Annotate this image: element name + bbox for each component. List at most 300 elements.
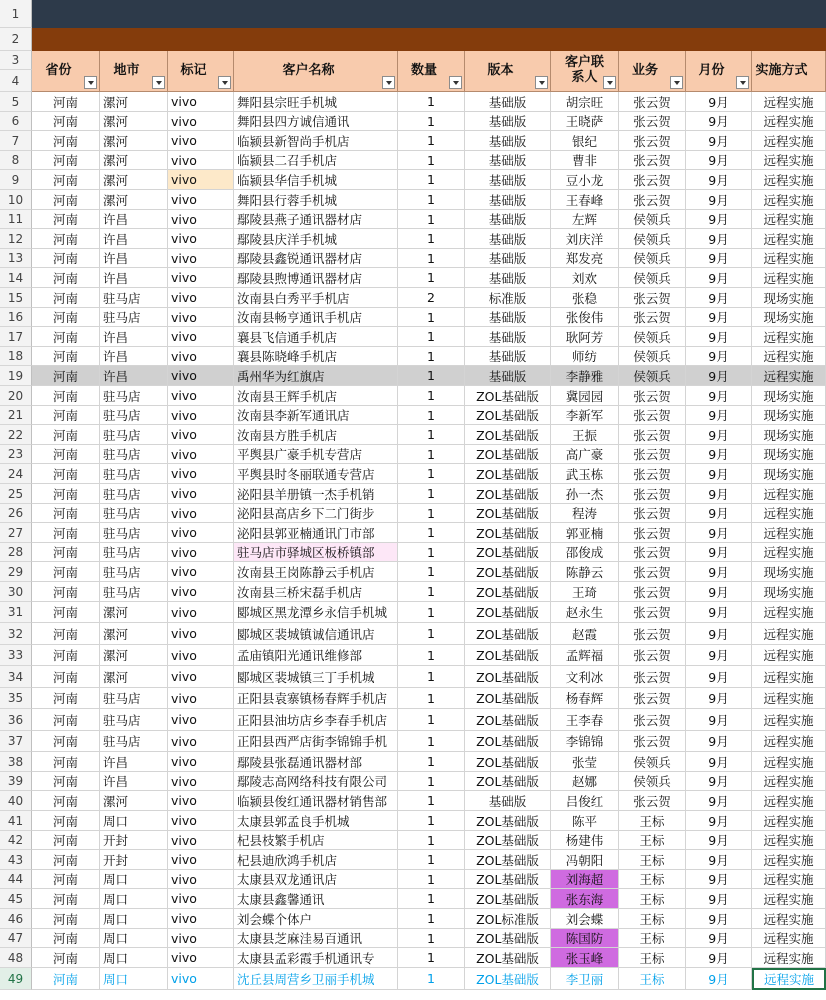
cell-city[interactable]: 漯河: [100, 170, 168, 190]
cell-city[interactable]: 驻马店: [100, 484, 168, 504]
cell-contact[interactable]: 王琦: [551, 582, 619, 602]
cell-implementation[interactable]: 远程实施: [752, 112, 826, 131]
cell-quantity[interactable]: 1: [398, 406, 465, 425]
cell-quantity[interactable]: 1: [398, 889, 465, 909]
cell-customer-name[interactable]: 郾城区裴城镇诚信通讯店: [234, 623, 398, 645]
cell-month[interactable]: 9月: [686, 504, 752, 523]
cell-city[interactable]: 驻马店: [100, 688, 168, 709]
cell-implementation[interactable]: 现场实施: [752, 308, 826, 327]
cell-customer-name[interactable]: 汝南县李新军通讯店: [234, 406, 398, 425]
cell-province[interactable]: 河南: [32, 210, 100, 229]
cell-contact[interactable]: 武玉栋: [551, 464, 619, 484]
cell-contact[interactable]: 孟辉福: [551, 645, 619, 666]
cell-implementation[interactable]: 远程实施: [752, 889, 826, 909]
cell-business[interactable]: 王标: [619, 870, 686, 889]
cell-quantity[interactable]: 1: [398, 249, 465, 268]
header-customer-name[interactable]: [234, 51, 398, 92]
cell-quantity[interactable]: 1: [398, 425, 465, 445]
cell-customer-name[interactable]: 沈丘县周营乡卫丽手机城: [234, 968, 398, 990]
cell-implementation[interactable]: 现场实施: [752, 582, 826, 602]
cell-city[interactable]: 许昌: [100, 268, 168, 288]
cell-province[interactable]: 河南: [32, 582, 100, 602]
cell-quantity[interactable]: 1: [398, 602, 465, 623]
cell-business[interactable]: 张云贺: [619, 190, 686, 210]
cell-version[interactable]: ZOL基础版: [465, 425, 551, 445]
cell-business[interactable]: 张云贺: [619, 688, 686, 709]
cell-month[interactable]: 9月: [686, 229, 752, 249]
cell-city[interactable]: 开封: [100, 831, 168, 850]
cell-city[interactable]: 漯河: [100, 645, 168, 666]
cell-province[interactable]: 河南: [32, 772, 100, 791]
cell-province[interactable]: 河南: [32, 464, 100, 484]
cell-business[interactable]: 侯领兵: [619, 268, 686, 288]
cell-customer-name[interactable]: 鄢陵县张磊通讯器材部: [234, 752, 398, 772]
cell-quantity[interactable]: 1: [398, 386, 465, 406]
cell-province[interactable]: 河南: [32, 308, 100, 327]
cell-implementation[interactable]: 远程实施: [752, 92, 826, 112]
cell-contact[interactable]: 刘会蝶: [551, 909, 619, 929]
cell-month[interactable]: 9月: [686, 688, 752, 709]
cell-city[interactable]: 许昌: [100, 229, 168, 249]
cell-implementation[interactable]: 远程实施: [752, 151, 826, 170]
cell-business[interactable]: 张云贺: [619, 170, 686, 190]
cell-version[interactable]: 基础版: [465, 308, 551, 327]
cell-business[interactable]: 张云贺: [619, 731, 686, 752]
cell-tag[interactable]: vivo: [168, 112, 234, 131]
cell-version[interactable]: ZOL基础版: [465, 445, 551, 464]
cell-quantity[interactable]: 1: [398, 131, 465, 151]
cell-implementation[interactable]: 现场实施: [752, 562, 826, 582]
cell-version[interactable]: ZOL基础版: [465, 870, 551, 889]
cell-business[interactable]: 张云贺: [619, 623, 686, 645]
cell-version[interactable]: 基础版: [465, 229, 551, 249]
row-header[interactable]: 38: [0, 752, 32, 772]
title-band[interactable]: [32, 0, 826, 28]
row-header[interactable]: 29: [0, 562, 32, 582]
row-header[interactable]: 3: [0, 51, 32, 70]
row-header[interactable]: 4: [0, 70, 32, 92]
filter-dropdown-icon[interactable]: [535, 76, 548, 89]
cell-province[interactable]: 河南: [32, 543, 100, 562]
cell-quantity[interactable]: 1: [398, 484, 465, 504]
cell-contact[interactable]: 郑发亮: [551, 249, 619, 268]
row-header[interactable]: 33: [0, 645, 32, 666]
cell-implementation[interactable]: 远程实施: [752, 948, 826, 968]
cell-tag[interactable]: vivo: [168, 602, 234, 623]
cell-province[interactable]: 河南: [32, 327, 100, 347]
cell-implementation[interactable]: 远程实施: [752, 190, 826, 210]
cell-city[interactable]: 周口: [100, 811, 168, 831]
cell-contact[interactable]: 张莹: [551, 752, 619, 772]
cell-month[interactable]: 9月: [686, 170, 752, 190]
cell-contact[interactable]: 李卫丽: [551, 968, 619, 990]
cell-month[interactable]: 9月: [686, 645, 752, 666]
header-quantity[interactable]: [398, 51, 465, 92]
cell-business[interactable]: 侯领兵: [619, 327, 686, 347]
cell-business[interactable]: 张云贺: [619, 425, 686, 445]
row-header[interactable]: 7: [0, 131, 32, 151]
cell-month[interactable]: 9月: [686, 131, 752, 151]
cell-month[interactable]: 9月: [686, 731, 752, 752]
cell-version[interactable]: 基础版: [465, 190, 551, 210]
cell-version[interactable]: ZOL标准版: [465, 909, 551, 929]
cell-customer-name[interactable]: 正阳县袁寨镇杨春辉手机店: [234, 688, 398, 709]
cell-contact[interactable]: 李新军: [551, 406, 619, 425]
cell-contact[interactable]: 豆小龙: [551, 170, 619, 190]
cell-month[interactable]: 9月: [686, 112, 752, 131]
cell-tag[interactable]: vivo: [168, 366, 234, 386]
cell-tag[interactable]: vivo: [168, 523, 234, 543]
cell-contact[interactable]: 王春峰: [551, 190, 619, 210]
cell-business[interactable]: 张云贺: [619, 562, 686, 582]
row-header[interactable]: 43: [0, 850, 32, 870]
cell-month[interactable]: 9月: [686, 210, 752, 229]
cell-business[interactable]: 张云贺: [619, 645, 686, 666]
cell-quantity[interactable]: 1: [398, 666, 465, 688]
cell-version[interactable]: ZOL基础版: [465, 688, 551, 709]
cell-implementation[interactable]: 现场实施: [752, 425, 826, 445]
row-header[interactable]: 36: [0, 709, 32, 731]
cell-province[interactable]: 河南: [32, 425, 100, 445]
row-header[interactable]: 49: [0, 968, 32, 990]
cell-customer-name[interactable]: 鄢陵县煦博通讯器材店: [234, 268, 398, 288]
cell-version[interactable]: ZOL基础版: [465, 386, 551, 406]
cell-province[interactable]: 河南: [32, 386, 100, 406]
cell-tag[interactable]: vivo: [168, 210, 234, 229]
cell-implementation[interactable]: 现场实施: [752, 406, 826, 425]
cell-customer-name[interactable]: 泌阳县高店乡下二门街步: [234, 504, 398, 523]
cell-customer-name[interactable]: 郾城区裴城镇三丁手机城: [234, 666, 398, 688]
cell-month[interactable]: 9月: [686, 831, 752, 850]
cell-contact[interactable]: 程涛: [551, 504, 619, 523]
cell-quantity[interactable]: 1: [398, 210, 465, 229]
cell-contact[interactable]: 赵永生: [551, 602, 619, 623]
row-header[interactable]: 28: [0, 543, 32, 562]
cell-customer-name[interactable]: 舞阳县宗旺手机城: [234, 92, 398, 112]
cell-business[interactable]: 张云贺: [619, 464, 686, 484]
cell-month[interactable]: 9月: [686, 752, 752, 772]
cell-quantity[interactable]: 1: [398, 347, 465, 366]
cell-customer-name[interactable]: 舞阳县行蓉手机城: [234, 190, 398, 210]
cell-contact[interactable]: 邵俊成: [551, 543, 619, 562]
cell-city[interactable]: 驻马店: [100, 464, 168, 484]
cell-business[interactable]: 张云贺: [619, 791, 686, 811]
filter-dropdown-icon[interactable]: [736, 76, 749, 89]
cell-contact[interactable]: 银纪: [551, 131, 619, 151]
cell-version[interactable]: ZOL基础版: [465, 929, 551, 948]
cell-business[interactable]: 侯领兵: [619, 210, 686, 229]
cell-business[interactable]: 张云贺: [619, 151, 686, 170]
cell-tag[interactable]: vivo: [168, 791, 234, 811]
cell-implementation[interactable]: 远程实施: [752, 249, 826, 268]
cell-quantity[interactable]: 1: [398, 752, 465, 772]
cell-province[interactable]: 河南: [32, 791, 100, 811]
cell-city[interactable]: 漯河: [100, 602, 168, 623]
cell-city[interactable]: 驻马店: [100, 288, 168, 308]
row-header[interactable]: 11: [0, 210, 32, 229]
row-header[interactable]: 26: [0, 504, 32, 523]
cell-business[interactable]: 王标: [619, 948, 686, 968]
cell-customer-name[interactable]: 汝南县方胜手机店: [234, 425, 398, 445]
cell-province[interactable]: 河南: [32, 366, 100, 386]
cell-version[interactable]: ZOL基础版: [465, 889, 551, 909]
cell-implementation[interactable]: 远程实施: [752, 688, 826, 709]
cell-quantity[interactable]: 1: [398, 366, 465, 386]
cell-implementation[interactable]: 远程实施: [752, 229, 826, 249]
cell-month[interactable]: 9月: [686, 268, 752, 288]
cell-business[interactable]: 王标: [619, 831, 686, 850]
row-header[interactable]: 46: [0, 909, 32, 929]
cell-version[interactable]: ZOL基础版: [465, 406, 551, 425]
cell-tag[interactable]: vivo: [168, 929, 234, 948]
cell-city[interactable]: 周口: [100, 948, 168, 968]
cell-month[interactable]: 9月: [686, 929, 752, 948]
header-business[interactable]: [619, 51, 686, 92]
cell-contact[interactable]: 赵霞: [551, 623, 619, 645]
header-city[interactable]: [100, 51, 168, 92]
cell-quantity[interactable]: 1: [398, 445, 465, 464]
cell-quantity[interactable]: 1: [398, 688, 465, 709]
cell-version[interactable]: ZOL基础版: [465, 666, 551, 688]
cell-city[interactable]: 驻马店: [100, 709, 168, 731]
cell-implementation[interactable]: 远程实施: [752, 523, 826, 543]
cell-customer-name[interactable]: 襄县陈晓峰手机店: [234, 347, 398, 366]
cell-province[interactable]: 河南: [32, 229, 100, 249]
cell-city[interactable]: 漯河: [100, 623, 168, 645]
cell-contact[interactable]: 杨建伟: [551, 831, 619, 850]
cell-city[interactable]: 漯河: [100, 112, 168, 131]
cell-tag[interactable]: vivo: [168, 170, 234, 190]
cell-customer-name[interactable]: 杞县枝繁手机店: [234, 831, 398, 850]
cell-business[interactable]: 王标: [619, 889, 686, 909]
cell-implementation[interactable]: 远程实施: [752, 850, 826, 870]
cell-quantity[interactable]: 1: [398, 791, 465, 811]
cell-quantity[interactable]: 1: [398, 811, 465, 831]
cell-implementation[interactable]: 现场实施: [752, 445, 826, 464]
cell-city[interactable]: 漯河: [100, 131, 168, 151]
cell-business[interactable]: 张云贺: [619, 666, 686, 688]
cell-implementation[interactable]: 远程实施: [752, 811, 826, 831]
row-header[interactable]: 10: [0, 190, 32, 210]
cell-tag[interactable]: vivo: [168, 889, 234, 909]
cell-tag[interactable]: vivo: [168, 445, 234, 464]
cell-tag[interactable]: vivo: [168, 151, 234, 170]
cell-city[interactable]: 许昌: [100, 327, 168, 347]
cell-province[interactable]: 河南: [32, 831, 100, 850]
cell-contact[interactable]: 师纺: [551, 347, 619, 366]
cell-tag[interactable]: vivo: [168, 968, 234, 990]
cell-month[interactable]: 9月: [686, 582, 752, 602]
cell-contact[interactable]: 左辉: [551, 210, 619, 229]
cell-city[interactable]: 驻马店: [100, 406, 168, 425]
cell-contact[interactable]: 李锦锦: [551, 731, 619, 752]
row-header[interactable]: 20: [0, 386, 32, 406]
cell-province[interactable]: 河南: [32, 666, 100, 688]
cell-customer-name[interactable]: 太康县双龙通讯店: [234, 870, 398, 889]
cell-province[interactable]: 河南: [32, 602, 100, 623]
row-header[interactable]: 15: [0, 288, 32, 308]
cell-tag[interactable]: vivo: [168, 347, 234, 366]
cell-province[interactable]: 河南: [32, 504, 100, 523]
header-tag[interactable]: [168, 51, 234, 92]
cell-city[interactable]: 许昌: [100, 210, 168, 229]
cell-customer-name[interactable]: 太康县孟彩霞手机通讯专: [234, 948, 398, 968]
cell-implementation[interactable]: 远程实施: [752, 870, 826, 889]
header-month[interactable]: [686, 51, 752, 92]
row-header[interactable]: 34: [0, 666, 32, 688]
cell-tag[interactable]: vivo: [168, 688, 234, 709]
cell-customer-name[interactable]: 太康县郭孟良手机城: [234, 811, 398, 831]
cell-tag[interactable]: vivo: [168, 831, 234, 850]
cell-city[interactable]: 开封: [100, 850, 168, 870]
cell-province[interactable]: 河南: [32, 445, 100, 464]
row-header[interactable]: 8: [0, 151, 32, 170]
row-header[interactable]: 17: [0, 327, 32, 347]
cell-city[interactable]: 许昌: [100, 249, 168, 268]
cell-version[interactable]: ZOL基础版: [465, 623, 551, 645]
cell-month[interactable]: 9月: [686, 406, 752, 425]
cell-version[interactable]: ZOL基础版: [465, 948, 551, 968]
cell-quantity[interactable]: 1: [398, 170, 465, 190]
cell-business[interactable]: 王标: [619, 929, 686, 948]
cell-implementation[interactable]: 现场实施: [752, 288, 826, 308]
row-header[interactable]: 48: [0, 948, 32, 968]
cell-tag[interactable]: vivo: [168, 504, 234, 523]
cell-customer-name[interactable]: 泌阳县郭亚楠通讯门市部: [234, 523, 398, 543]
cell-version[interactable]: 基础版: [465, 92, 551, 112]
cell-implementation[interactable]: 远程实施: [752, 210, 826, 229]
cell-month[interactable]: 9月: [686, 623, 752, 645]
cell-month[interactable]: 9月: [686, 327, 752, 347]
cell-version[interactable]: 基础版: [465, 347, 551, 366]
cell-implementation[interactable]: 远程实施: [752, 772, 826, 791]
cell-city[interactable]: 周口: [100, 870, 168, 889]
cell-business[interactable]: 张云贺: [619, 112, 686, 131]
cell-city[interactable]: 驻马店: [100, 731, 168, 752]
cell-version[interactable]: ZOL基础版: [465, 731, 551, 752]
cell-version[interactable]: ZOL基础版: [465, 772, 551, 791]
row-header[interactable]: 39: [0, 772, 32, 791]
cell-implementation[interactable]: 远程实施: [752, 731, 826, 752]
cell-tag[interactable]: vivo: [168, 464, 234, 484]
cell-implementation[interactable]: 现场实施: [752, 386, 826, 406]
cell-business[interactable]: 张云贺: [619, 445, 686, 464]
cell-contact[interactable]: 陈平: [551, 811, 619, 831]
filter-dropdown-icon[interactable]: [382, 76, 395, 89]
cell-business[interactable]: 侯领兵: [619, 366, 686, 386]
cell-city[interactable]: 周口: [100, 909, 168, 929]
cell-tag[interactable]: vivo: [168, 386, 234, 406]
cell-city[interactable]: 驻马店: [100, 504, 168, 523]
cell-contact[interactable]: 胡宗旺: [551, 92, 619, 112]
cell-province[interactable]: 河南: [32, 562, 100, 582]
row-header[interactable]: 25: [0, 484, 32, 504]
cell-province[interactable]: 河南: [32, 151, 100, 170]
cell-quantity[interactable]: 1: [398, 268, 465, 288]
filter-dropdown-icon[interactable]: [449, 76, 462, 89]
cell-province[interactable]: 河南: [32, 889, 100, 909]
row-header[interactable]: 6: [0, 112, 32, 131]
cell-contact[interactable]: 郭亚楠: [551, 523, 619, 543]
cell-province[interactable]: 河南: [32, 968, 100, 990]
header-implementation[interactable]: [752, 51, 826, 92]
cell-tag[interactable]: vivo: [168, 92, 234, 112]
cell-contact[interactable]: 曹非: [551, 151, 619, 170]
cell-city[interactable]: 漯河: [100, 151, 168, 170]
cell-city[interactable]: 周口: [100, 929, 168, 948]
row-header[interactable]: 31: [0, 602, 32, 623]
cell-business[interactable]: 张云贺: [619, 406, 686, 425]
row-header[interactable]: 1: [0, 0, 32, 28]
cell-city[interactable]: 许昌: [100, 752, 168, 772]
cell-contact[interactable]: 赵娜: [551, 772, 619, 791]
cell-month[interactable]: 9月: [686, 709, 752, 731]
cell-contact[interactable]: 张东海: [551, 889, 619, 909]
cell-tag[interactable]: vivo: [168, 582, 234, 602]
cell-tag[interactable]: vivo: [168, 425, 234, 445]
cell-city[interactable]: 驻马店: [100, 386, 168, 406]
cell-province[interactable]: 河南: [32, 484, 100, 504]
cell-quantity[interactable]: 1: [398, 731, 465, 752]
cell-month[interactable]: 9月: [686, 543, 752, 562]
cell-version[interactable]: ZOL基础版: [465, 543, 551, 562]
cell-tag[interactable]: vivo: [168, 752, 234, 772]
cell-city[interactable]: 周口: [100, 889, 168, 909]
cell-implementation[interactable]: 远程实施: [752, 170, 826, 190]
cell-month[interactable]: 9月: [686, 968, 752, 990]
row-header[interactable]: 22: [0, 425, 32, 445]
row-header[interactable]: 45: [0, 889, 32, 909]
cell-tag[interactable]: vivo: [168, 229, 234, 249]
cell-tag[interactable]: vivo: [168, 811, 234, 831]
cell-business[interactable]: 张云贺: [619, 602, 686, 623]
cell-business[interactable]: 张云贺: [619, 582, 686, 602]
cell-contact[interactable]: 文利冰: [551, 666, 619, 688]
cell-month[interactable]: 9月: [686, 523, 752, 543]
cell-province[interactable]: 河南: [32, 688, 100, 709]
cell-quantity[interactable]: 1: [398, 909, 465, 929]
cell-business[interactable]: 张云贺: [619, 504, 686, 523]
cell-province[interactable]: 河南: [32, 870, 100, 889]
cell-implementation[interactable]: 远程实施: [752, 623, 826, 645]
row-header[interactable]: 12: [0, 229, 32, 249]
cell-version[interactable]: ZOL基础版: [465, 709, 551, 731]
filter-dropdown-icon[interactable]: [152, 76, 165, 89]
row-header[interactable]: 13: [0, 249, 32, 268]
cell-business[interactable]: 张云贺: [619, 288, 686, 308]
cell-version[interactable]: 基础版: [465, 249, 551, 268]
cell-city[interactable]: 漯河: [100, 666, 168, 688]
row-header[interactable]: 41: [0, 811, 32, 831]
cell-tag[interactable]: vivo: [168, 562, 234, 582]
cell-province[interactable]: 河南: [32, 811, 100, 831]
cell-business[interactable]: 张云贺: [619, 543, 686, 562]
cell-business[interactable]: 侯领兵: [619, 347, 686, 366]
cell-city[interactable]: 许昌: [100, 366, 168, 386]
cell-implementation[interactable]: 现场实施: [752, 464, 826, 484]
cell-customer-name[interactable]: 正阳县西严店街李锦锦手机: [234, 731, 398, 752]
cell-tag[interactable]: vivo: [168, 308, 234, 327]
cell-customer-name[interactable]: 正阳县油坊店乡李春手机店: [234, 709, 398, 731]
row-header[interactable]: 30: [0, 582, 32, 602]
cell-quantity[interactable]: 1: [398, 504, 465, 523]
cell-customer-name[interactable]: 平舆县广豪手机专营店: [234, 445, 398, 464]
cell-month[interactable]: 9月: [686, 308, 752, 327]
row-header[interactable]: 14: [0, 268, 32, 288]
cell-quantity[interactable]: 1: [398, 112, 465, 131]
row-header[interactable]: 16: [0, 308, 32, 327]
cell-tag[interactable]: vivo: [168, 484, 234, 504]
